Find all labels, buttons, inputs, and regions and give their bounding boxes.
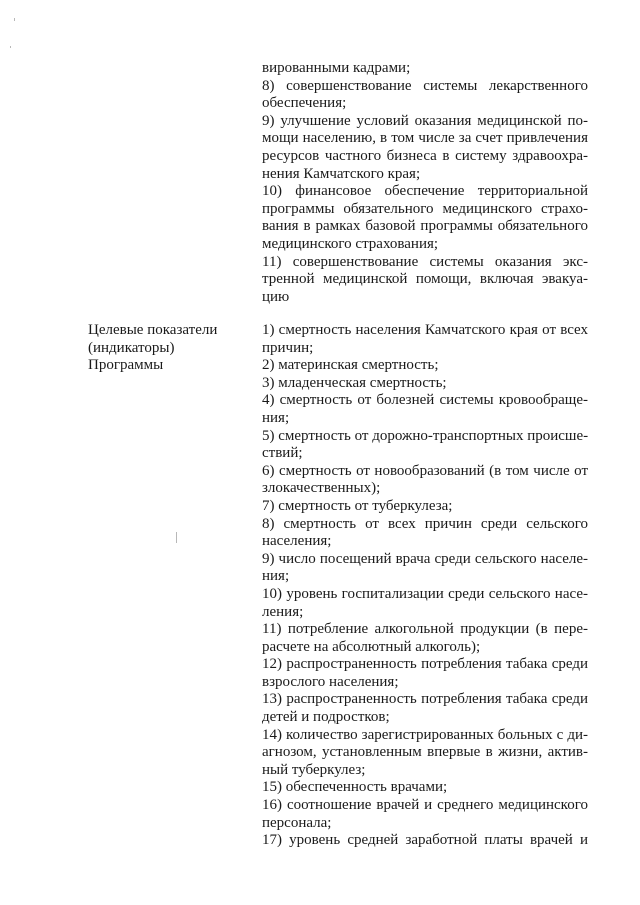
list-item bbox=[262, 183, 588, 253]
text-line: 10) финансовое обеспечение территориальной bbox=[262, 183, 588, 200]
text-line: обеспечения; bbox=[262, 95, 347, 112]
text-line: программы обязательного медицинского страхо- bbox=[262, 200, 588, 217]
list-item bbox=[262, 797, 588, 832]
scan-mark bbox=[14, 18, 15, 21]
section-top-content bbox=[262, 60, 588, 306]
text-line: 16) соотношение врачей и среднего медицинского bbox=[262, 797, 588, 814]
text-line: ресурсов частного бизнеса в систему здравоохра- bbox=[262, 147, 588, 164]
list-item bbox=[262, 727, 588, 780]
text-line: детей и подростков; bbox=[262, 709, 390, 726]
text-line: расчете на абсолютный алкоголь); bbox=[262, 638, 481, 655]
list-item bbox=[262, 392, 588, 427]
text-line: 13) распространенность потребления табака среди bbox=[262, 691, 588, 708]
text-line: 4) смертность от болезней системы кровообраще- bbox=[262, 392, 588, 409]
list-item bbox=[262, 832, 588, 850]
text-line: 7) смертность от туберкулеза; bbox=[262, 497, 453, 514]
text-line: 17) уровень средней заработной платы врачей и bbox=[262, 832, 588, 849]
list-item bbox=[262, 78, 588, 113]
text-line: 9) число посещений врача среди сельского населе- bbox=[262, 550, 588, 567]
text-line: вания в рамках базовой программы обязательного bbox=[262, 218, 588, 235]
text-line: 10) уровень госпитализации среди сельского насе- bbox=[262, 585, 588, 602]
text-line: 11) совершенствование системы оказания экс- bbox=[262, 253, 588, 270]
text-line: 11) потребление алкогольной продукции (в пере- bbox=[262, 621, 588, 638]
text-line: 8) смертность от всех причин среди сельского bbox=[262, 515, 588, 532]
list-item bbox=[262, 463, 588, 498]
list-item bbox=[262, 779, 588, 797]
text-line: агнозом, установленным впервые в жизни, актив- bbox=[262, 744, 588, 761]
list-item bbox=[262, 516, 588, 551]
text-line: 5) смертность от дорожно-транспортных происше- bbox=[262, 427, 589, 444]
text-line: 14) количество зарегистрированных больных с ди- bbox=[262, 726, 588, 743]
text-line: вированными кадрами; bbox=[262, 60, 411, 76]
text-line: ния; bbox=[262, 409, 290, 426]
list-item bbox=[262, 498, 588, 516]
list-item bbox=[262, 551, 588, 586]
indicators-label-line: (индикаторы) bbox=[88, 339, 175, 356]
list-item bbox=[262, 60, 588, 78]
list-item bbox=[262, 691, 588, 726]
text-line: ный туберкулез; bbox=[262, 761, 366, 778]
text-line: ния; bbox=[262, 568, 290, 585]
indicators-label-line: Программы bbox=[88, 357, 164, 374]
text-line: населения; bbox=[262, 533, 332, 550]
list-item bbox=[262, 322, 588, 357]
text-line: взрослого населения; bbox=[262, 673, 399, 690]
text-line: злокачественных); bbox=[262, 480, 381, 497]
text-line: 1) смертность населения Камчатского края от всех bbox=[262, 322, 588, 338]
text-line: персонала; bbox=[262, 814, 332, 831]
text-line: 12) распространенность потребления табака среди bbox=[262, 656, 588, 673]
scan-mark bbox=[176, 532, 177, 543]
indicators-list bbox=[262, 322, 588, 850]
list-item bbox=[262, 113, 588, 183]
list-item bbox=[262, 656, 588, 691]
text-line: ления; bbox=[262, 603, 304, 620]
text-line: мощи населению, в том числе за счет привлечения bbox=[262, 130, 588, 147]
text-line: цию bbox=[262, 288, 290, 305]
indicators-label-line: Целевые показатели bbox=[88, 322, 218, 338]
text-line: 6) смертность от новообразований (в том числе от bbox=[262, 462, 588, 479]
text-line: медицинского страхования; bbox=[262, 235, 439, 252]
list-item bbox=[262, 428, 588, 463]
text-line: 2) материнская смертность; bbox=[262, 357, 439, 374]
text-line: нения Камчатского края; bbox=[262, 165, 421, 182]
text-line: 8) совершенствование системы лекарственного bbox=[262, 77, 588, 94]
text-line: 9) улучшение условий оказания медицинской по- bbox=[262, 112, 588, 129]
list-item bbox=[262, 357, 588, 375]
list-item bbox=[262, 375, 588, 393]
text-line: причин; bbox=[262, 339, 314, 356]
list-item bbox=[262, 254, 588, 307]
text-line: 15) обеспеченность врачами; bbox=[262, 779, 448, 796]
text-line: тренной медицинской помощи, включая эвакуа- bbox=[262, 271, 588, 288]
text-line: ствий; bbox=[262, 445, 303, 462]
list-item bbox=[262, 586, 588, 621]
text-line: 3) младенческая смертность; bbox=[262, 374, 447, 391]
indicators-label bbox=[88, 322, 248, 375]
list-item bbox=[262, 621, 588, 656]
scan-mark bbox=[10, 46, 11, 48]
